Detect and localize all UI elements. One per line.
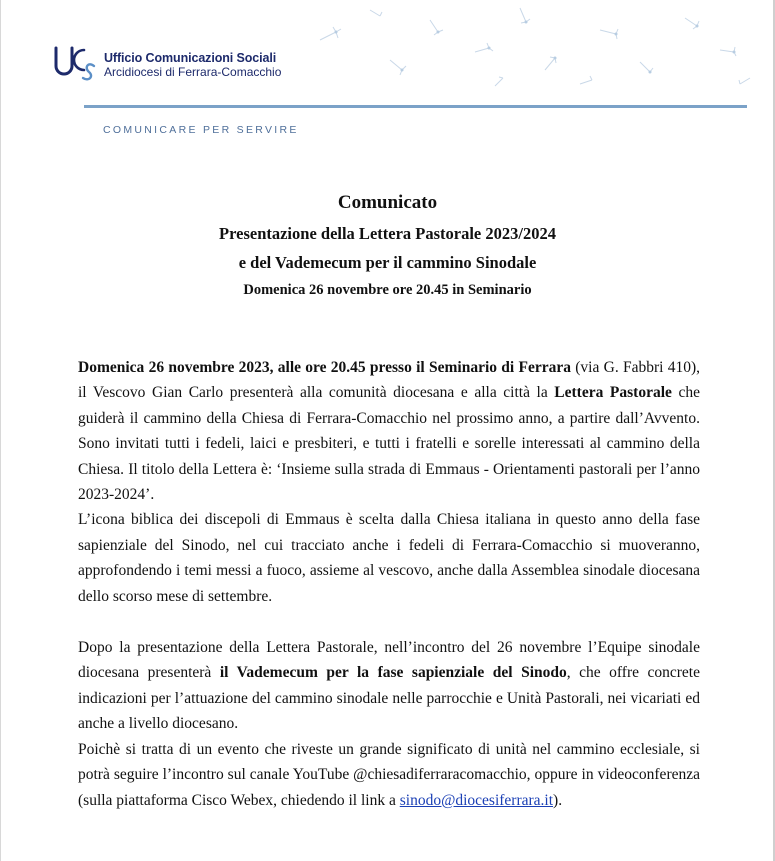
- tagline: COMUNICARE PER SERVIRE: [103, 124, 299, 136]
- event-date-line: Domenica 26 novembre ore 20.45 in Seminario: [243, 282, 532, 298]
- organization-subtitle: Arcidiocesi di Ferrara-Comacchio: [104, 65, 282, 79]
- header-rule: [84, 105, 747, 108]
- title-block: [0, 190, 775, 303]
- dandelion-seeds-decoration: [280, 0, 760, 100]
- subtitle-line-2: e del Vademecum per il cammino Sinodale: [238, 253, 537, 272]
- paragraph-2: L’icona biblica dei discepoli di Emmaus è scelta dalla Chiesa italiana in questo anno della fase sapienziale del Sinodo, nel cui tracciato anche i fedeli di Ferrara-Comacchio si muoveranno, approfondendo i temi messi a fuoco, assieme al vescovo, anche dalla Assemblea sinodale diocesana dello scorso mese di settembre.: [78, 511, 700, 605]
- paragraph-4: Poichè si tratta di un evento che riveste un grande significato di unità nel cammino ecclesiale, si potrà seguire l’incontro sul canale YouTube @chiesadiferraracomacchio, oppure in videoconferenza (sulla piattaforma Cisco Webex, chiedendo il link a sinodo@diocesiferrara.it).: [78, 740, 700, 809]
- organization-block: [104, 52, 281, 79]
- letterhead: [0, 0, 775, 150]
- ucs-logo: [50, 44, 98, 82]
- document-body: [78, 355, 700, 813]
- subtitle-line-1: Presentazione della Lettera Pastorale 2023/2024: [219, 224, 556, 243]
- bold-lettera-pastorale: Lettera Pastorale: [554, 384, 672, 402]
- paragraph-3: Dopo la presentazione della Lettera Pastorale, nell’incontro del 26 novembre l’Equipe sinodale diocesana presenterà il Vademecum per la fase sapienziale del Sinodo, che offre concrete indicazioni per l’attuazione del cammino sinodale nelle parrocchie e Unità Pastorali, nei vicariati ed anche a livello diocesano.: [78, 639, 700, 733]
- email-link[interactable]: sinodo@diocesiferrara.it: [399, 791, 554, 809]
- paragraph-gap: [78, 609, 700, 635]
- bold-vademecum: il Vademecum per la fase sapienziale del Sinodo: [219, 664, 567, 682]
- organization-name: Ufficio Comunicazioni Sociali: [104, 51, 277, 65]
- paragraph-1: Domenica 26 novembre 2023, alle ore 20.45 presso il Seminario di Ferrara (via G. Fabbri 410), il Vescovo Gian Carlo presenterà alla comunità diocesana e alla città la Lettera Pastorale che guiderà il cammino della Chiesa di Ferrara-Comacchio nel prossimo anno, a partire dall’Avvento. Sono invitati tutti i fedeli, laici e presbiteri, e tutti i fratelli e sorelle interessati al cammino della Chiesa. Il titolo della Lettera è: ‘Insieme sulla strada di Emmaus - Orientamenti pastorali per l’anno 2023-2024’.: [78, 359, 700, 504]
- bold-date-location: Domenica 26 novembre 2023, alle ore 20.45 presso il Seminario di Ferrara: [78, 359, 571, 376]
- document-title: Comunicato: [337, 192, 438, 213]
